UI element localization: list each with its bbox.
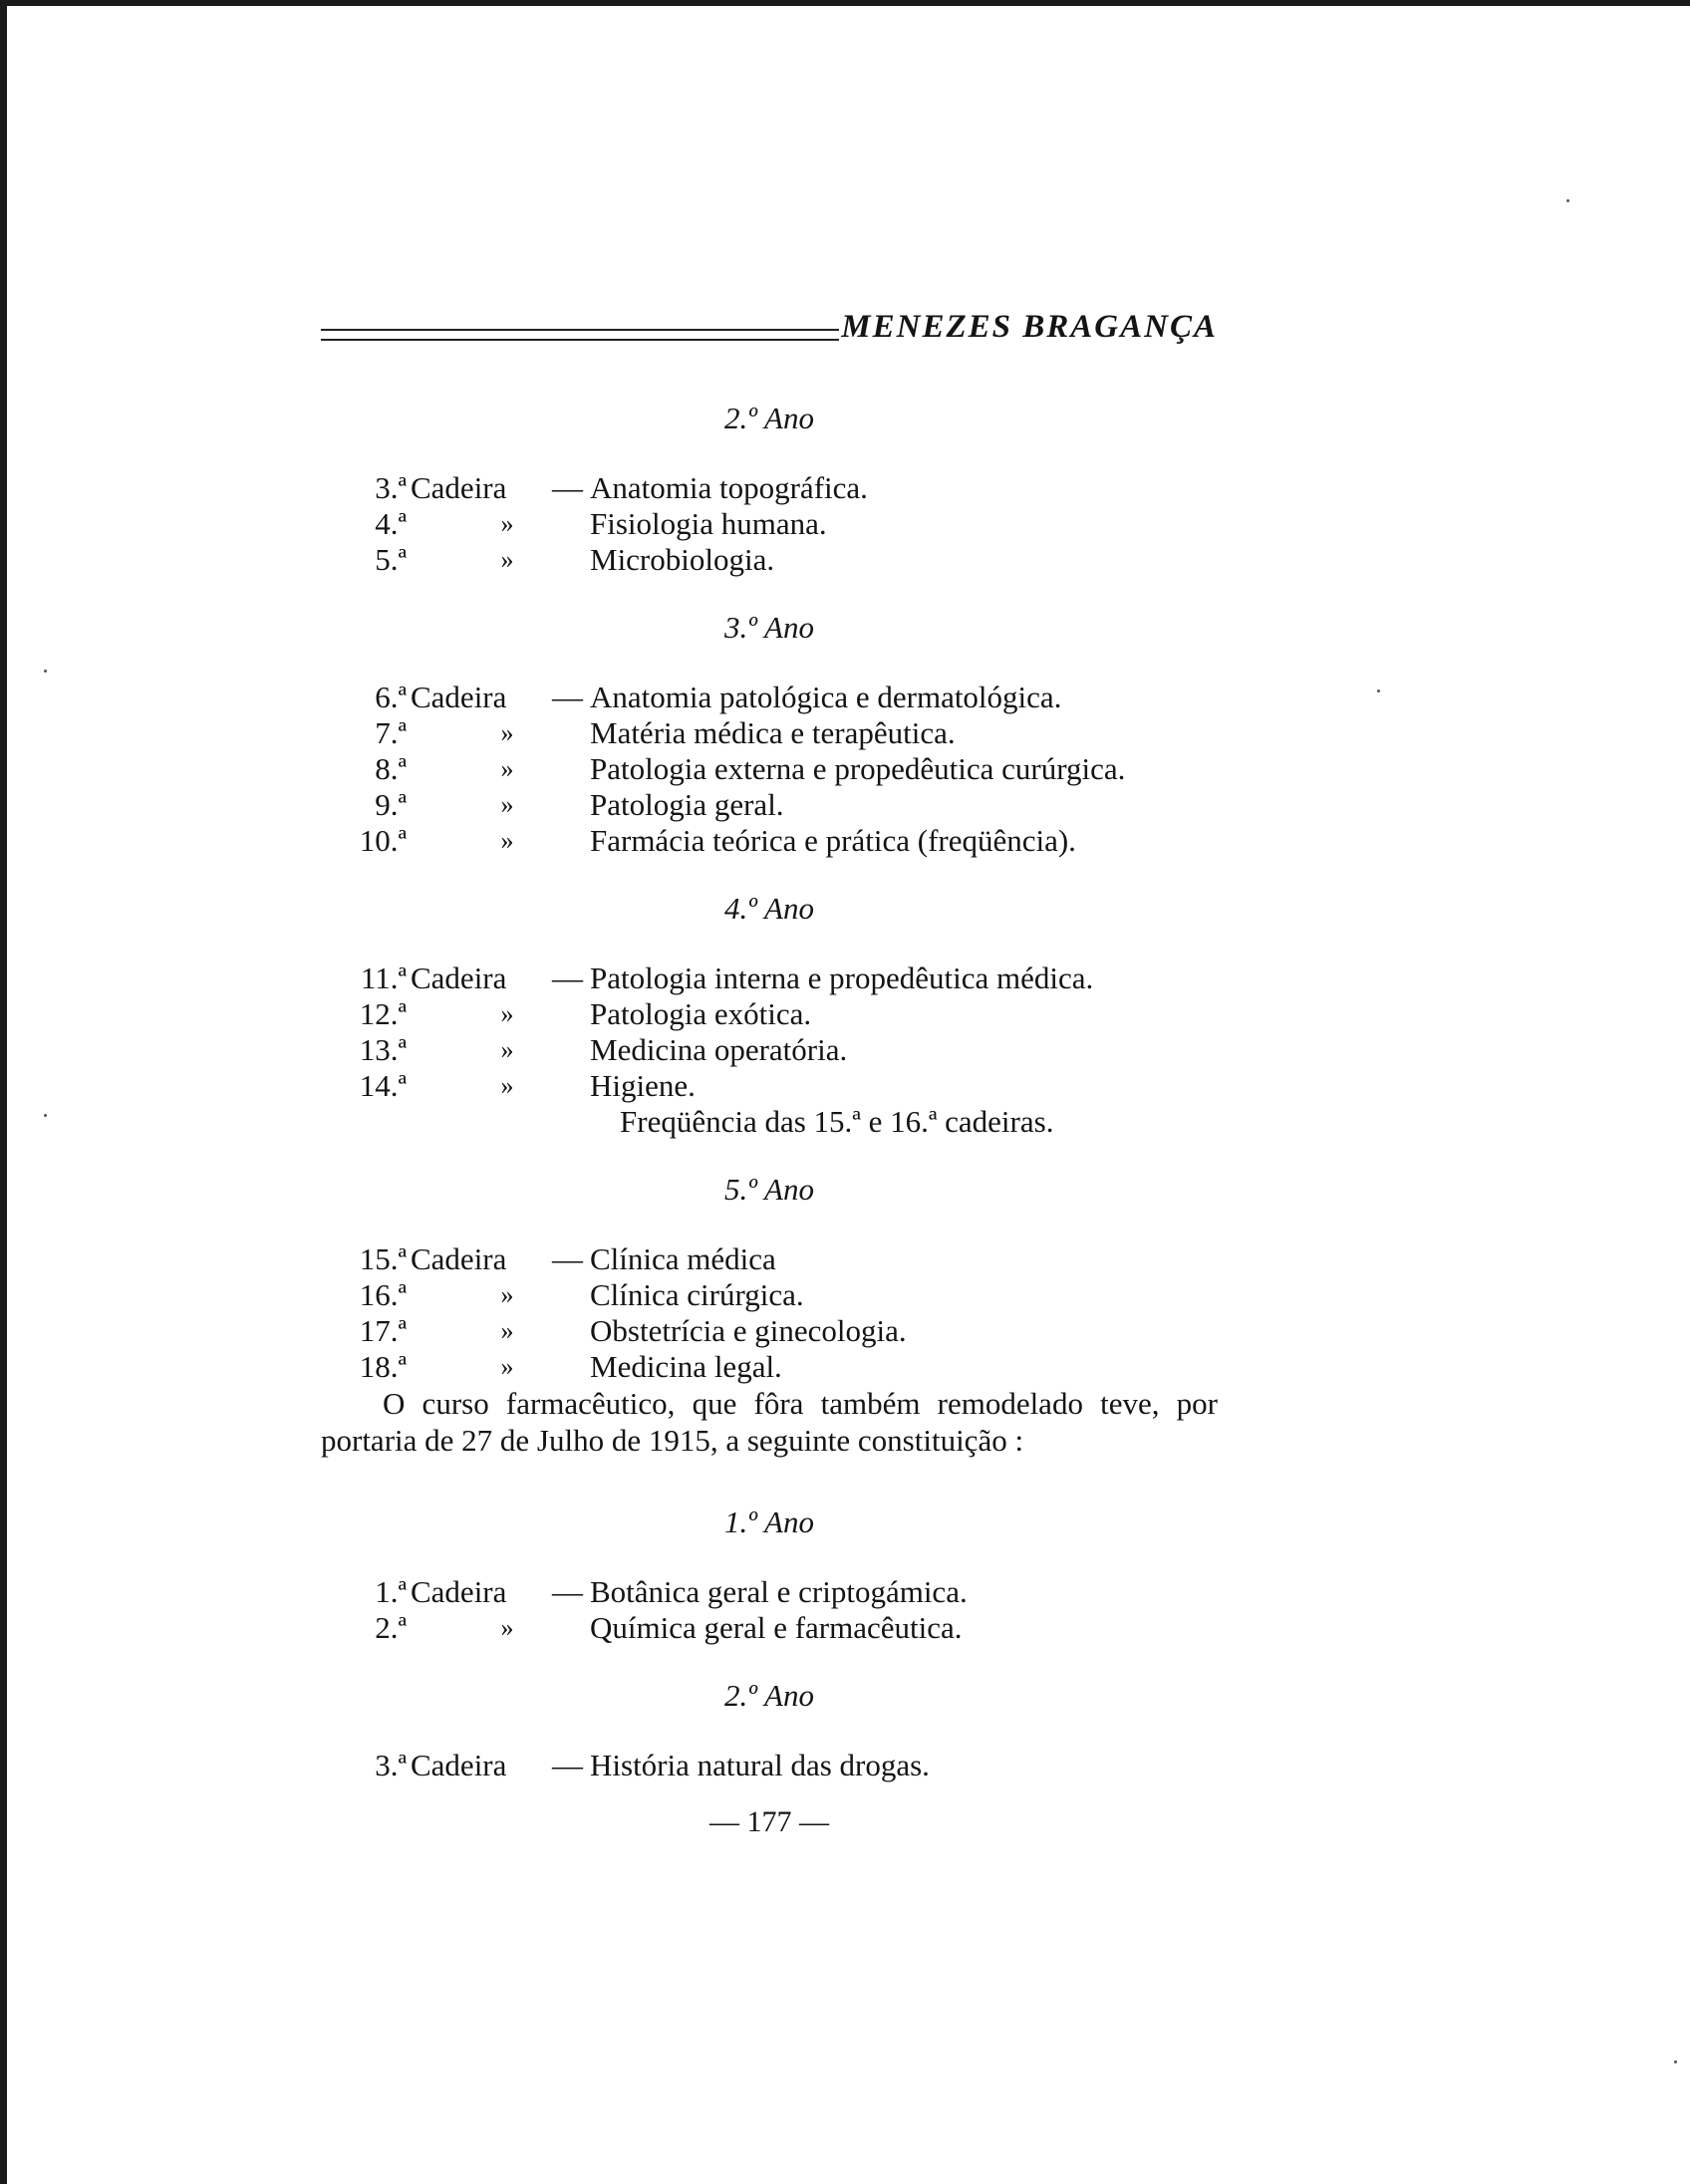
course-row: 5.ª » Microbiologia. <box>375 542 775 577</box>
speck <box>1566 199 1569 202</box>
course-list <box>321 1574 1218 1646</box>
course-list <box>321 470 1218 578</box>
body-paragraph <box>321 1385 1218 1459</box>
year-heading: 2.º Ano <box>724 401 814 435</box>
year-heading: 3.º Ano <box>724 610 814 645</box>
page-number: — 177 — <box>709 1805 829 1838</box>
speck <box>1377 689 1380 692</box>
course-row: 1.ª Cadeira — Botânica geral e criptogámica. <box>375 1574 968 1609</box>
course-row: 17.ª » Obstetrícia e ginecologia. <box>359 1313 907 1348</box>
course-list <box>321 680 1218 859</box>
course-row: 18.ª » Medicina legal. <box>359 1349 782 1384</box>
course-list <box>321 1241 1218 1385</box>
course-row: 4.ª » Fisiologia humana. <box>375 506 827 541</box>
course-row: 10.ª » Farmácia teórica e prática (freqüência). <box>359 823 1076 858</box>
course-row: 7.ª » Matéria médica e terapêutica. <box>375 715 956 750</box>
running-head <box>321 299 1218 359</box>
course-row: 6.ª Cadeira — Anatomia patológica e dermatológica. <box>375 680 1062 714</box>
frequency-note: Freqüência das 15.ª e 16.ª cadeiras. <box>620 1104 1054 1139</box>
course-row: 3.ª Cadeira — História natural das drogas. <box>375 1748 930 1782</box>
course-row: 13.ª » Medicina operatória. <box>359 1032 848 1067</box>
course-row: 14.ª » Higiene. <box>359 1068 696 1103</box>
course-row: 9.ª » Patologia geral. <box>375 787 784 822</box>
course-row: 15.ª Cadeira — Clínica médica <box>359 1241 776 1276</box>
course-row: 3.ª Cadeira — Anatomia topográfica. <box>375 470 868 505</box>
speck <box>44 670 47 673</box>
course-row: 2.ª » Química geral e farmacêutica. <box>375 1610 963 1645</box>
year-heading: 1.º Ano <box>724 1504 814 1539</box>
double-rule <box>321 329 839 341</box>
speck <box>1674 2060 1677 2063</box>
course-list <box>321 960 1218 1104</box>
paragraph-text: O curso farmacêutico, que fôra também remodelado teve, por portaria de 27 de Julho de 1915, a seguinte constituição : <box>321 1386 1218 1458</box>
running-title: MENEZES BRAGANÇA <box>841 309 1218 345</box>
page-edge-top <box>0 0 1690 6</box>
course-row: 16.ª » Clínica cirúrgica. <box>359 1277 804 1312</box>
course-row: 11.ª Cadeira — Patologia interna e propedêutica médica. <box>360 960 1094 995</box>
year-heading: 4.º Ano <box>724 891 814 926</box>
course-list <box>321 1748 1218 1783</box>
course-row: 12.ª » Patologia exótica. <box>359 996 812 1031</box>
speck <box>44 1114 47 1117</box>
year-heading: 5.º Ano <box>724 1172 814 1207</box>
document-page <box>321 299 1218 1839</box>
year-heading: 2.º Ano <box>724 1678 814 1713</box>
page-edge-left <box>0 0 7 2184</box>
course-row: 8.ª » Patologia externa e propedêutica curúrgica. <box>375 751 1126 786</box>
